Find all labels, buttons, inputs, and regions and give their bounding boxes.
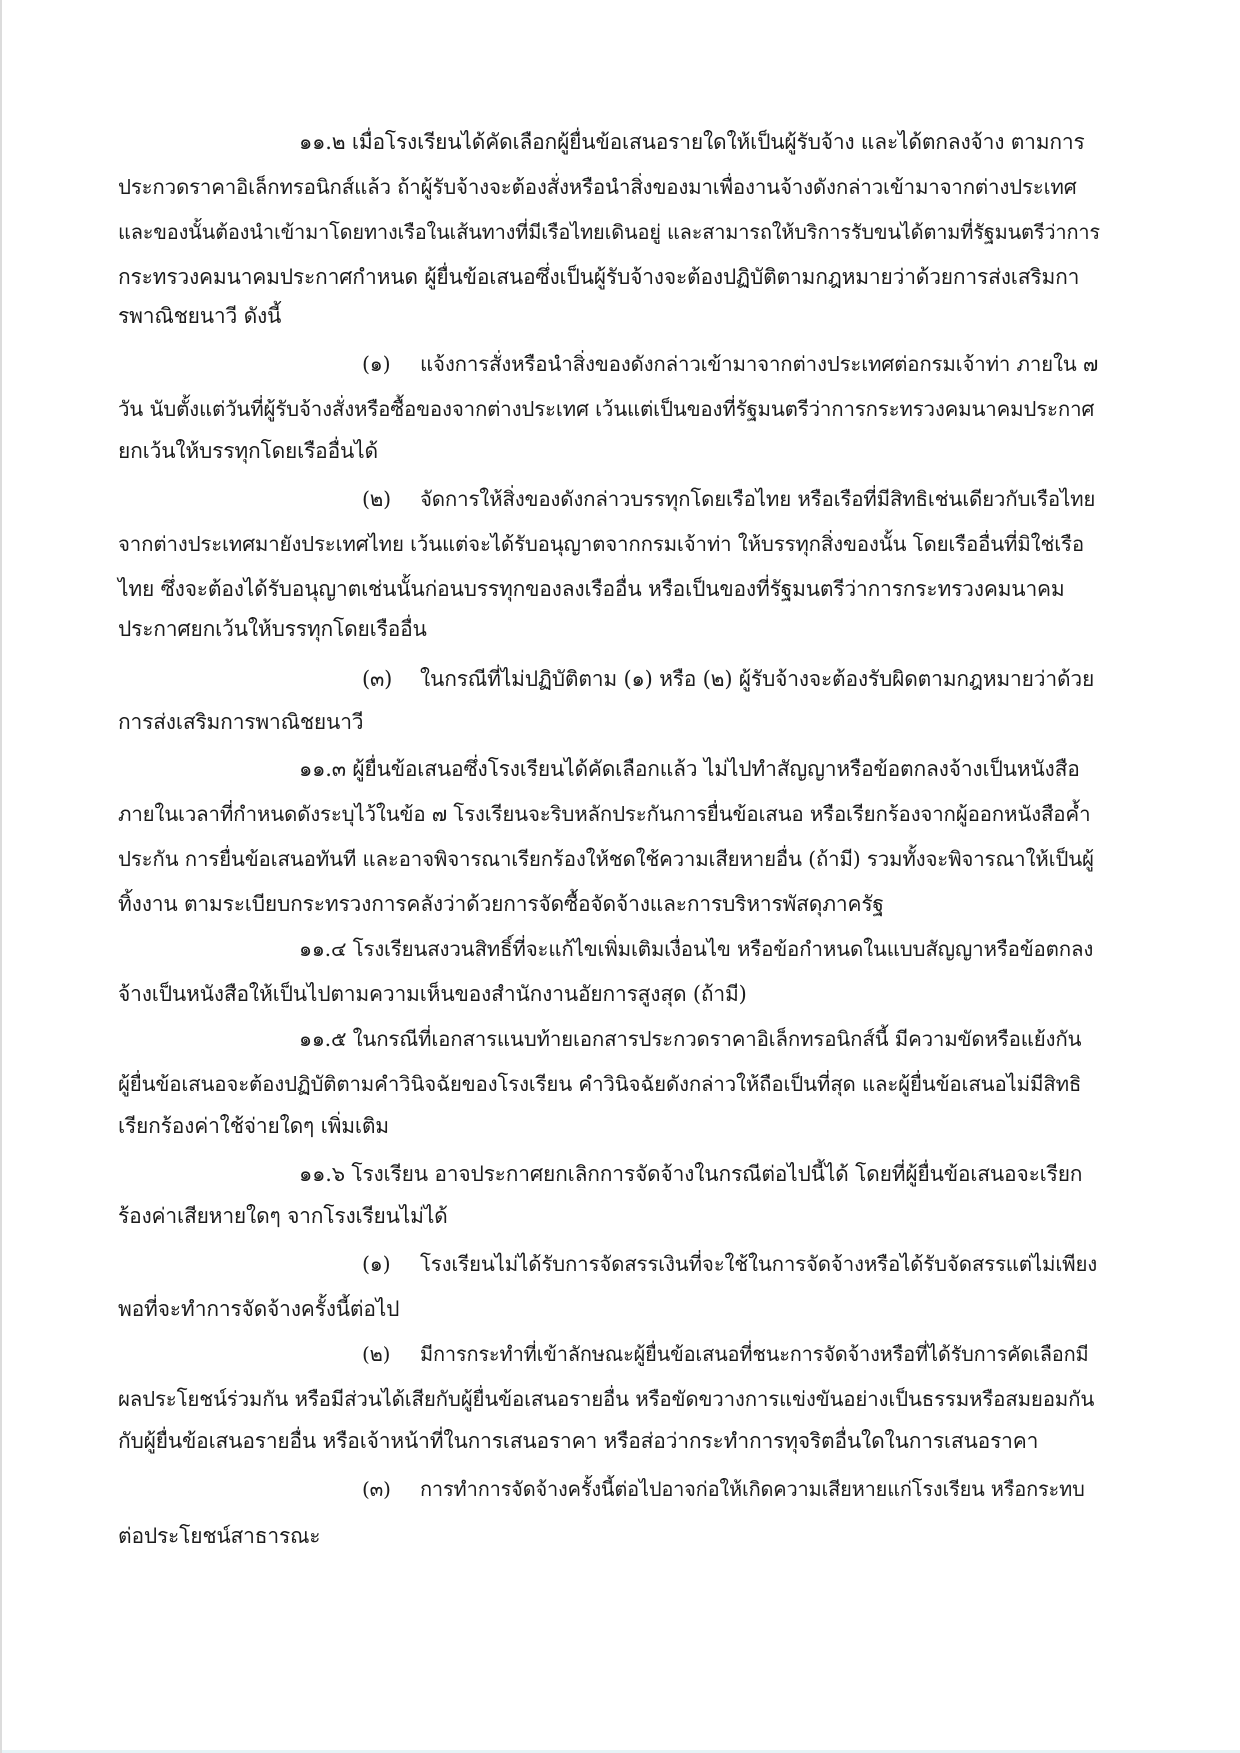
item-text: การทำการจัดจ้างครั้งนี้ต่อไปอาจก่อให้เกิดความเสียหายแก่โรงเรียน หรือกระทบ	[420, 1477, 1085, 1501]
clause-11-2-2-line-2: จากต่างประเทศมายังประเทศไทย เว้นแต่จะได้รับอนุญาตจากกรมเจ้าท่า ให้บรรทุกสิ่งของนั้น โดยเรืออื่นที่มิใช่เรือ	[118, 532, 1084, 556]
clause-11-5-line-1: ๑๑.๕ ในกรณีที่เอกสารแนบท้ายเอกสารประกวดราคาอิเล็กทรอนิกส์นี้ มีความขัดหรือแย้งกัน	[299, 1027, 1082, 1051]
clause-11-2-1-line-2: วัน นับตั้งแต่วันที่ผู้รับจ้างสั่งหรือซื้อของจากต่างประเทศ เว้นแต่เป็นของที่รัฐมนตรีว่าการกระทรวงคมนาคมประกาศ	[118, 397, 1095, 421]
item-number: (๑)	[362, 352, 391, 376]
item-number: (๑)	[362, 1252, 391, 1276]
item-text: โรงเรียนไม่ได้รับการจัดสรรเงินที่จะใช้ในการจัดจ้างหรือได้รับจัดสรรแต่ไม่เพียง	[420, 1252, 1098, 1276]
clause-11-2-1-line-3: ยกเว้นให้บรรทุกโดยเรืออื่นได้	[118, 439, 378, 463]
clause-11-2-1-line-1	[362, 349, 1098, 379]
clause-11-3-line-3: ประกัน การยื่นข้อเสนอทันที และอาจพิจารณาเรียกร้องให้ชดใช้ความเสียหายอื่น (ถ้ามี) รวมทั้งจะพิจารณาให้เป็นผู้	[118, 847, 1094, 871]
item-text: จัดการให้สิ่งของดังกล่าวบรรทุกโดยเรือไทย หรือเรือที่มีสิทธิเช่นเดียวกับเรือไทย	[420, 487, 1096, 511]
clause-11-4-line-2: จ้างเป็นหนังสือให้เป็นไปตามความเห็นของสำนักงานอัยการสูงสุด (ถ้ามี)	[118, 982, 747, 1006]
item-number: (๓)	[362, 1477, 391, 1501]
item-text: ในกรณีที่ไม่ปฏิบัติตาม (๑) หรือ (๒) ผู้รับจ้างจะต้องรับผิดตามกฎหมายว่าด้วย	[420, 667, 1095, 691]
clause-11-2-line-2: ประกวดราคาอิเล็กทรอนิกส์แล้ว ถ้าผู้รับจ้างจะต้องสั่งหรือนำสิ่งของมาเพื่องานจ้างดังกล่าวเข้ามาจากต่างประเทศ	[118, 175, 1077, 199]
clause-11-4-line-1: ๑๑.๔ โรงเรียนสงวนสิทธิ์ที่จะแก้ไขเพิ่มเติมเงื่อนไข หรือข้อกำหนดในแบบสัญญาหรือข้อตกลง	[299, 937, 1094, 961]
clause-11-6-1-line-1	[362, 1249, 1097, 1279]
clause-11-6-1-line-2: พอที่จะทำการจัดจ้างครั้งนี้ต่อไป	[118, 1297, 400, 1321]
clause-11-6-line-2: ร้องค่าเสียหายใดๆ จากโรงเรียนไม่ได้	[118, 1204, 448, 1228]
clause-11-2-2-line-4: ประกาศยกเว้นให้บรรทุกโดยเรืออื่น	[118, 617, 427, 641]
clause-11-2-line-1: ๑๑.๒ เมื่อโรงเรียนได้คัดเลือกผู้ยื่นข้อเสนอรายใดให้เป็นผู้รับจ้าง และได้ตกลงจ้าง ตามการ	[299, 130, 1085, 154]
item-number: (๒)	[362, 487, 391, 511]
clause-11-6-2-line-1	[362, 1339, 1089, 1369]
clause-11-6-2-line-3: กับผู้ยื่นข้อเสนอรายอื่น หรือเจ้าหน้าที่ในการเสนอราคา หรือส่อว่ากระทำการทุจริตอื่นใดในการเสนอราคา	[118, 1429, 1039, 1453]
item-text: แจ้งการสั่งหรือนำสิ่งของดังกล่าวเข้ามาจากต่างประเทศต่อกรมเจ้าท่า ภายใน ๗	[420, 352, 1099, 376]
item-number: (๓)	[362, 667, 393, 691]
clause-11-2-line-4: กระทรวงคมนาคมประกาศกำหนด ผู้ยื่นข้อเสนอซึ่งเป็นผู้รับจ้างจะต้องปฏิบัติตามกฎหมายว่าด้วยการส่งเสริมกา	[118, 265, 1080, 289]
clause-11-3-line-1: ๑๑.๓ ผู้ยื่นข้อเสนอซึ่งโรงเรียนได้คัดเลือกแล้ว ไม่ไปทำสัญญาหรือข้อตกลงจ้างเป็นหนังสือ	[299, 757, 1080, 781]
clause-11-6-3-line-1	[362, 1474, 1085, 1504]
clause-11-2-3-line-2: การส่งเสริมการพาณิชยนาวี	[118, 710, 364, 734]
clause-11-2-line-3: และของนั้นต้องนำเข้ามาโดยทางเรือในเส้นทางที่มีเรือไทยเดินอยู่ และสามารถให้บริการรับขนได้ตามที่รัฐมนตรีว่าการ	[118, 220, 1100, 244]
item-number: (๒)	[362, 1342, 391, 1366]
clause-11-2-line-5: รพาณิชยนาวี ดังนี้	[118, 304, 282, 328]
clause-11-6-3-line-2: ต่อประโยชน์สาธารณะ	[118, 1524, 321, 1548]
clause-11-2-3-line-1	[362, 664, 1094, 694]
item-text: มีการกระทำที่เข้าลักษณะผู้ยื่นข้อเสนอที่ชนะการจัดจ้างหรือที่ได้รับการคัดเลือกมี	[420, 1342, 1089, 1366]
clause-11-5-line-2: ผู้ยื่นข้อเสนอจะต้องปฏิบัติตามคำวินิจฉัยของโรงเรียน คำวินิจฉัยดังกล่าวให้ถือเป็นที่สุด และผู้ยื่นข้อเสนอไม่มีสิทธิ	[118, 1072, 1082, 1096]
clause-11-2-2-line-3: ไทย ซึ่งจะต้องได้รับอนุญาตเช่นนั้นก่อนบรรทุกของลงเรืออื่น หรือเป็นของที่รัฐมนตรีว่าการกระทรวงคมนาคม	[118, 577, 1065, 601]
clause-11-3-line-2: ภายในเวลาที่กำหนดดังระบุไว้ในข้อ ๗ โรงเรียนจะริบหลักประกันการยื่นข้อเสนอ หรือเรียกร้องจากผู้ออกหนังสือค้ำ	[118, 802, 1091, 826]
clause-11-6-2-line-2: ผลประโยชน์ร่วมกัน หรือมีส่วนได้เสียกับผู้ยื่นข้อเสนอรายอื่น หรือขัดขวางการแข่งขันอย่างเป็นธรรมหรือสมยอมกัน	[118, 1387, 1095, 1411]
clause-11-6-line-1: ๑๑.๖ โรงเรียน อาจประกาศยกเลิกการจัดจ้างในกรณีต่อไปนี้ได้ โดยที่ผู้ยื่นข้อเสนอจะเรียก	[299, 1162, 1083, 1186]
clause-11-5-line-3: เรียกร้องค่าใช้จ่ายใดๆ เพิ่มเติม	[118, 1114, 389, 1138]
clause-11-2-2-line-1	[362, 484, 1095, 514]
clause-11-3-line-4: ทิ้งงาน ตามระเบียบกระทรวงการคลังว่าด้วยการจัดซื้อจัดจ้างและการบริหารพัสดุภาครัฐ	[118, 892, 884, 916]
